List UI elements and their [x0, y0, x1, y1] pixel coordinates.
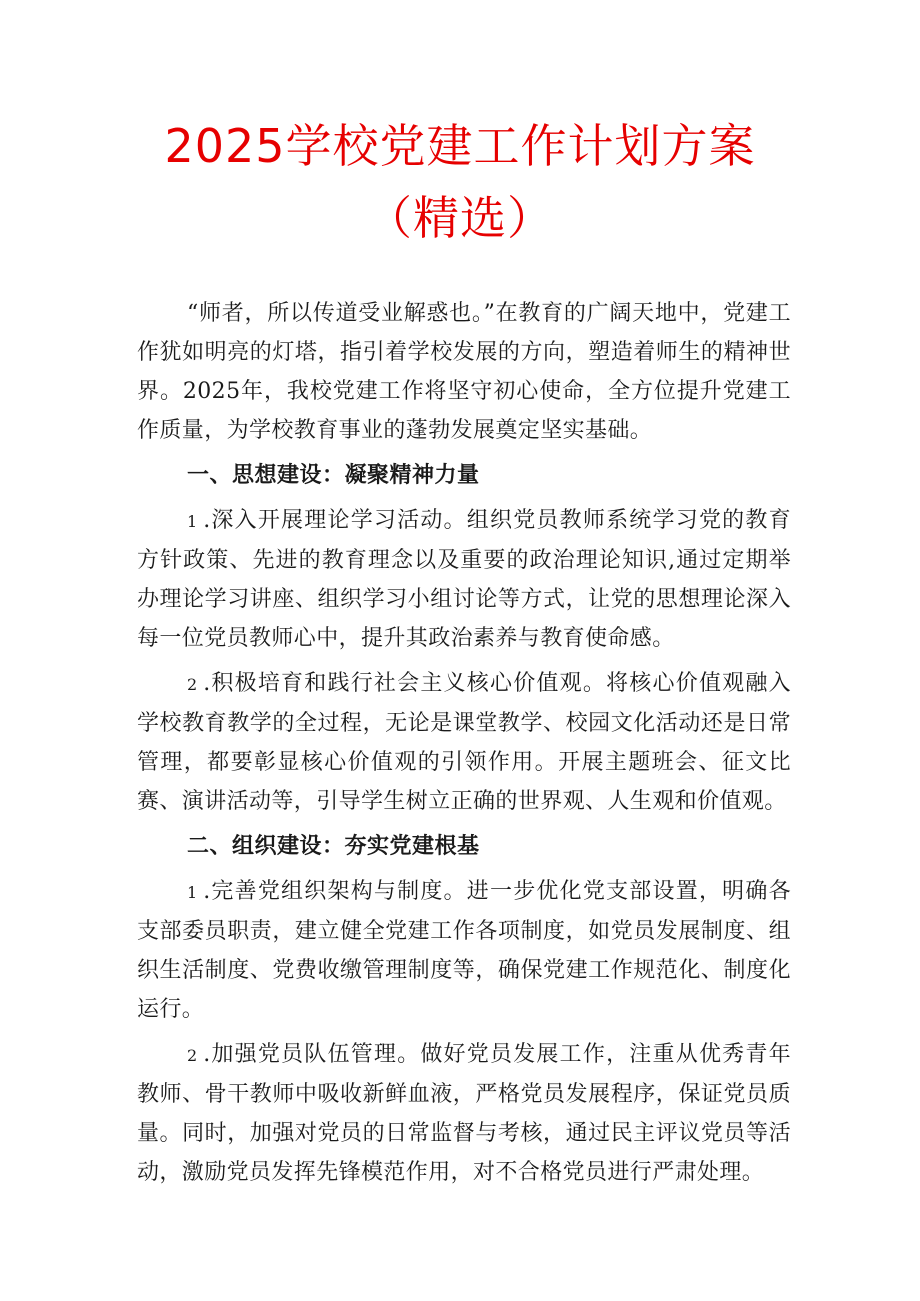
section-2-item-1: [137, 872, 791, 1029]
item-text: .积极培育和践行社会主义核心价值观。将核心价值观融入学校教育教学的全过程，无论是课堂教学、校园文化活动还是日常管理，都要彰显核心价值观的引领作用。开展主题班会、征文比赛、演讲活动等，引导学生树立正确的世界观、人生观和价值观。: [137, 671, 791, 814]
item-number: 1: [187, 883, 204, 902]
item-number: 2: [187, 675, 204, 694]
item-number: 1: [187, 512, 204, 531]
section-1-item-1: [137, 501, 791, 658]
document-title: 2025学校党建工作计划方案: [164, 119, 756, 173]
section-heading-2: 二、组织建设：夯实党建根基: [187, 834, 480, 859]
section-2-item-2: [137, 1035, 791, 1192]
document-body: [137, 294, 791, 1198]
section-1-item-2: [137, 664, 791, 821]
item-text: .完善党组织架构与制度。进一步优化党支部设置，明确各支部委员职责，建立健全党建工作各项制度，如党员发展制度、组织生活制度、党费收缴管理制度等，确保党建工作规范化、制度化运行。: [137, 879, 791, 1022]
item-number: 2: [187, 1046, 204, 1065]
item-text: .加强党员队伍管理。做好党员发展工作，注重从优秀青年教师、骨干教师中吸收新鲜血液，严格党员发展程序，保证党员质量。同时，加强对党员的日常监督与考核，通过民主评议党员等活动，激励党员发挥先锋模范作用，对不合格党员进行严肃处理。: [137, 1042, 791, 1185]
item-text: .深入开展理论学习活动。组织党员教师系统学习党的教育方针政策、先进的教育理念以及重要的政治理论知识,通过定期举办理论学习讲座、组织学习小组讨论等方式，让党的思想理论深入每一位党员教师心中，提升其政治素养与教育使命感。: [137, 508, 791, 651]
section-heading-1: 一、思想建设：凝聚精神力量: [187, 463, 480, 488]
intro-paragraph: “师者，所以传道受业解惑也。”在教育的广阔天地中，党建工作犹如明亮的灯塔，指引着学校发展的方向，塑造着师生的精神世界。2025年，我校党建工作将坚守初心使命，全方位提升党建工作质量，为学校教育事业的蓬勃发展奠定坚实基础。: [137, 301, 791, 443]
document-subtitle: （精选）: [366, 191, 554, 245]
